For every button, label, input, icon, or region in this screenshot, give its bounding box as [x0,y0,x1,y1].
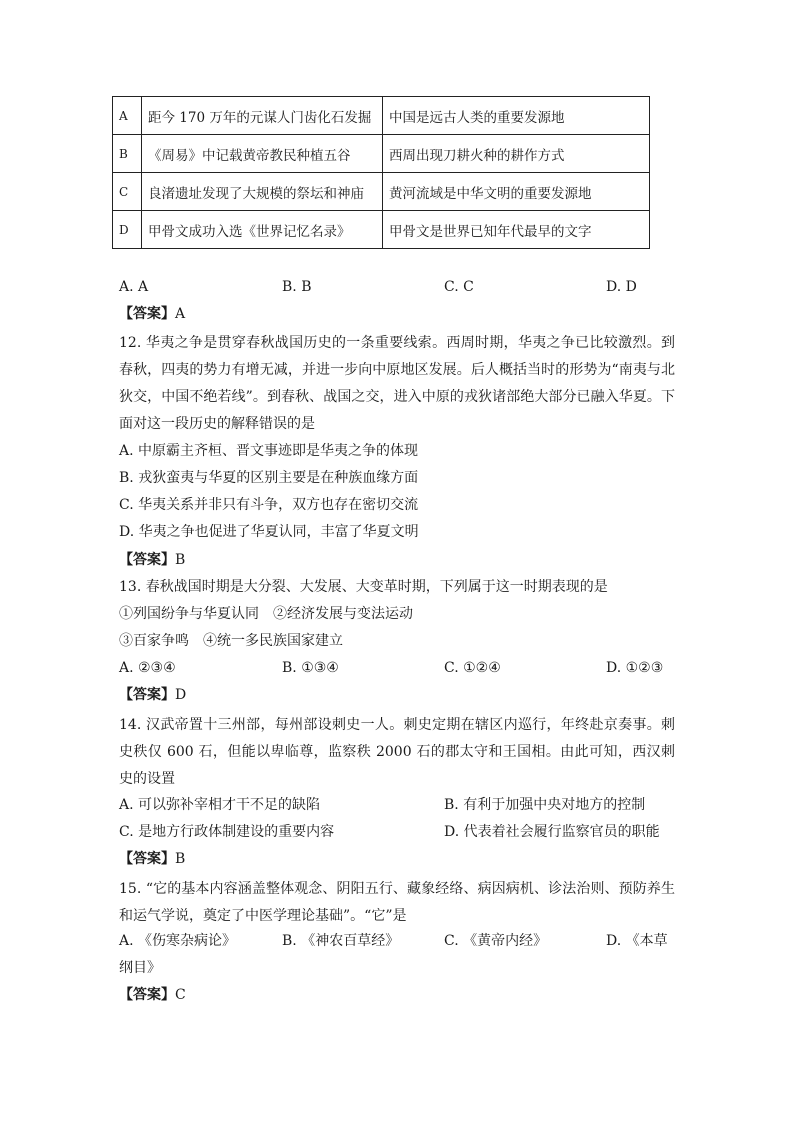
q11-option-a: A. A [119,279,149,295]
q11-answer [119,304,185,324]
q15-option-a: A. 《伤寒杂病论》 [119,933,237,949]
row-event: 《周易》中记载黄帝教民种植五谷 [142,135,383,173]
answer-value: C [175,987,186,1003]
row-conclusion: 甲骨文是世界已知年代最早的文字 [383,211,650,249]
q14-stem: 14. 汉武帝置十三州部，每州部设刺史一人。刺史定期在辖区内巡行，年终赴京奏事。刺史秩仅 600 石，但能以卑临尊，监察秩 2000 石的郡太守和王国相。由此可知，西汉刺史的设置 [119,717,675,787]
q12-option-c: C. 华夷关系并非只有斗争，双方也存在密切交流 [119,497,419,513]
table-row [113,135,650,173]
answer-label: 【答案】 [119,987,175,1003]
row-conclusion: 黄河流域是中华文明的重要发源地 [383,173,650,211]
table-row [113,97,650,135]
q12-stem: 12. 华夷之争是贯穿春秋战国历史的一条重要线索。西周时期，华夷之争已比较激烈。到春秋，四夷的势力有增无减，并进一步向中原地区发展。后人概括当时的形势为“南夷与北狄交，中国不绝若线”。到春秋、战国之交，进入中原的戎狄诸部绝大部分已融入华夏。下面对这一段历史的解释错误的是 [119,335,675,432]
row-event: 距今 170 万年的元谋人门齿化石发掘 [142,97,383,135]
q12-option-d: D. 华夷之争也促进了华夏认同，丰富了华夏文明 [119,524,419,540]
q14-option-c: C. 是地方行政体制建设的重要内容 [119,824,335,840]
q13-items-line1: ①列国纷争与华夏认同 ②经济发展与变法运动 [119,606,413,622]
q14-option-a: A. 可以弥补宰相才干不足的缺陷 [119,797,321,813]
q14-answer [119,849,185,869]
q11-option-b: B. B [282,279,312,295]
row-letter: A [113,97,142,135]
row-letter: D [113,211,142,249]
q15-option-b: B. 《神农百草经》 [282,933,400,949]
table-row [113,173,650,211]
q13-option-a: A. ②③④ [119,660,176,676]
row-conclusion: 西周出现刀耕火种的耕作方式 [383,135,650,173]
answer-label: 【答案】 [119,687,175,703]
q15-option-d: D. 《本草 [606,933,668,949]
q13-option-b: B. ①③④ [282,660,339,676]
row-letter: B [113,135,142,173]
q15-answer [119,985,186,1005]
answer-label: 【答案】 [119,851,175,867]
q13-option-c: C. ①②④ [444,660,501,676]
answer-value: B [175,552,186,568]
q13-items-line2: ③百家争鸣 ④统一多民族国家建立 [119,633,343,649]
answer-value: A [175,306,186,322]
answer-label: 【答案】 [119,306,175,322]
answer-value: B [175,851,186,867]
row-event: 甲骨文成功入选《世界记忆名录》 [142,211,383,249]
row-letter: C [113,173,142,211]
table-row [113,211,650,249]
row-conclusion: 中国是远古人类的重要发源地 [383,97,650,135]
q11-options-table [112,96,650,249]
q12-option-b: B. 戎狄蛮夷与华夏的区别主要是在种族血缘方面 [119,470,419,486]
q15-option-c: C. 《黄帝内经》 [444,933,548,949]
q15-stem: 15. “它的基本内容涵盖整体观念、阴阳五行、藏象经络、病因病机、诊法治则、预防养生和运气学说，奠定了中医学理论基础”。“它”是 [119,881,675,924]
q13-answer [119,685,186,705]
q12-answer [119,550,185,570]
answer-value: D [175,687,187,703]
answer-label: 【答案】 [119,552,175,568]
q14-option-b: B. 有利于加强中央对地方的控制 [444,797,646,813]
q13-option-d: D. ①②③ [606,660,664,676]
q13-stem: 13. 春秋战国时期是大分裂、大发展、大变革时期，下列属于这一时期表现的是 [119,579,608,595]
q15-option-d-continued: 纲目》 [119,960,161,976]
q11-option-d: D. D [606,279,637,295]
row-event: 良渚遗址发现了大规模的祭坛和神庙 [142,173,383,211]
q14-option-d: D. 代表着社会履行监察官员的职能 [444,824,660,840]
q12-option-a: A. 中原霸主齐桓、晋文事迹即是华夷之争的体现 [119,443,419,459]
q11-option-c: C. C [444,279,474,295]
